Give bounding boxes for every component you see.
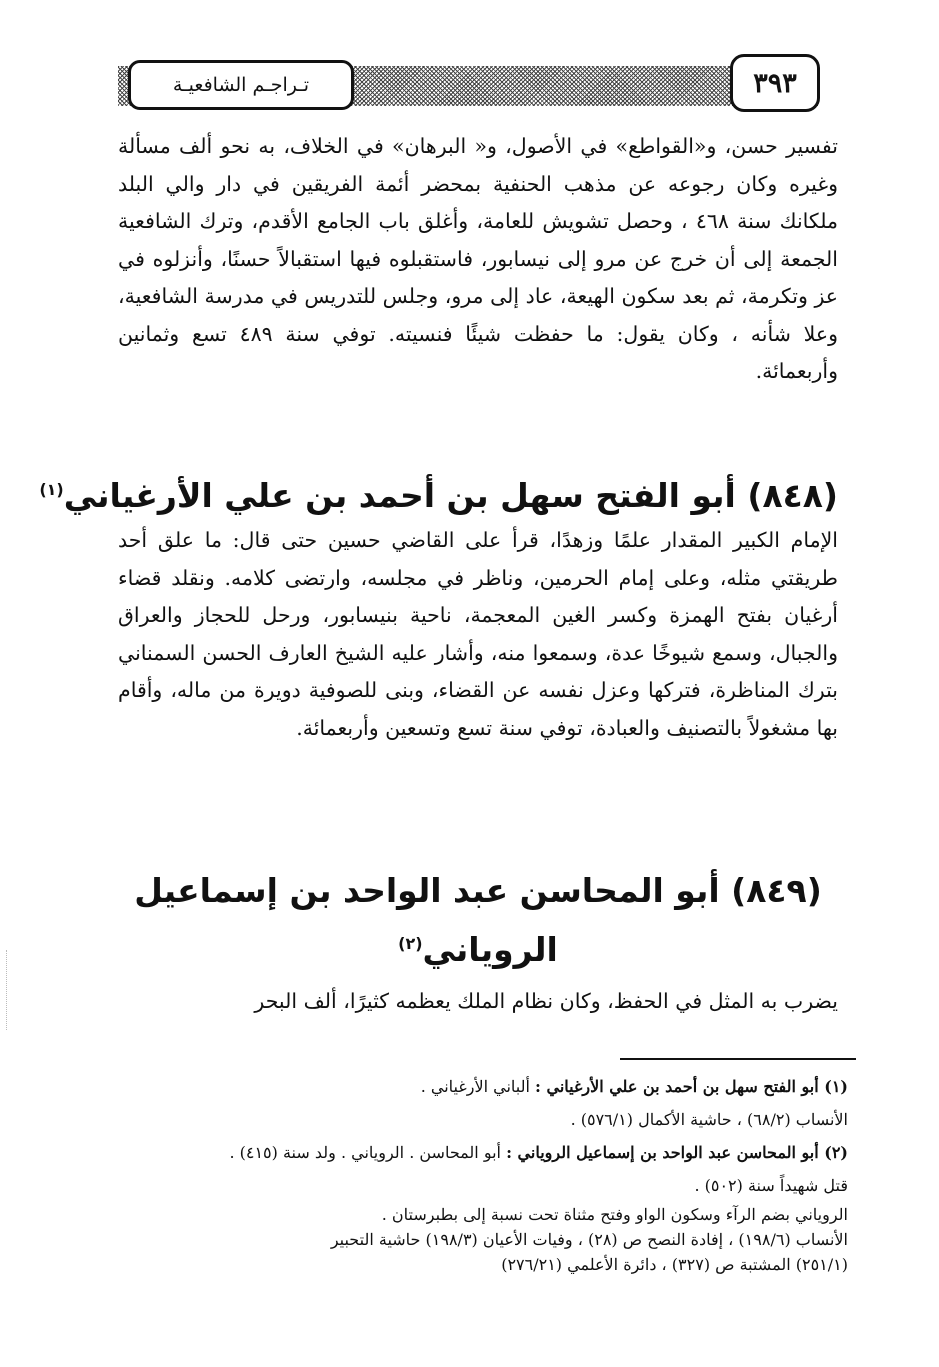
entry-848-note-ref: (١) [39,480,64,499]
entry-849-number: (٨٤٩) [731,871,822,910]
footnote-1-lead: (١) أبو الفتح سهل بن أحمد بن علي الأرغياني : [535,1077,848,1096]
footnote-2-line-5: (٢٥١/١) المشتبة ص (٣٢٧) ، دائرة الأعلمي (٢٧٦/٢١) [501,1255,848,1274]
entry-849-title-line2: الروياني [422,930,558,969]
continuation-paragraph: تفسير حسن، و«القواطع» في الأصول، و« البرهان» في الخلاف، به نحو ألف مسألة وغيره وكان رجوعه عن مذهب الحنفية بمحضر أئمة الفريقين في دار والي البلد ملكانك سنة ٤٦٨ ، وحصل تشويش للعامة، وأغلق باب الجامع الأقدم، وترك الشافعية الجمعة إلى أن خرج عن مرو إلى نيسابور، فاستقبلوه فيها استقبالاً حسنًا، وأنزلوه في عز وتكرمة، ثم بعد سكون الهيعة، عاد إلى مرو، وجلس للتدريس في مدرسة الشافعية، وعلا شأنه ، وكان يقول: ما حفظت شيئًا فنسيته. توفي سنة ٤٨٩ تسع وثمانين وأربعمائة. [118,134,839,383]
footnote-1-text: ألباني الأرغياني . [420,1077,535,1096]
footnote-2-line-2: قتل شهيداً سنة (٥٠٢) . [694,1176,848,1195]
running-title-text: تـراجـم الشافعيـة [172,74,310,96]
entry-848-body: الإمام الكبير المقدار علمًا وزهدًا، قرأ على القاضي حسين حتى قال: ما علق أحد طريقتي مثله، وعلى إمام الحرمين، وناظر في مجلسه، وارتضى كلامه. ونقلد قضاء أرغيان بفتح الهمزة وكسر الغين المعجمة، ناحية بنيسابور، ورحل للحجاز والعراق والجبال، وسمع شيوخًا عدة، وسمعوا منه، وأشار عليه الشيخ العارف الحسن السمناني بترك المناظرة، فتركها وعزل نفسه عن القضاء، وبنى للصوفية دويرة من ماله، وأقام بها مشغولاً بالتصنيف والعبادة، توفي سنة تسع وتسعين وأربعمائة. [118,528,838,740]
entry-849-note-ref: (٢) [398,934,423,953]
entry-849-title-line1: أبو المحاسن عبد الواحد بن إسماعيل [134,871,720,910]
entry-849-heading-line1 [118,867,838,915]
page-number-text: ٣٩٣ [753,67,797,99]
footnote-1-line-2: الأنساب (٦٨/٢) ، حاشية الأكمال (٥٧٦/١) . [570,1110,848,1129]
footnote-2-line-1 [118,1136,848,1169]
footnote-2-line-3: الروياني بضم الرآء وسكون الواو وفتح مثناة تحت نسبة إلى بطبرستان . [381,1205,848,1224]
footnote-1-line-1 [118,1070,848,1103]
footnote-separator [620,1058,856,1060]
footnote-2-lead: (٢) أبو المحاسن عبد الواحد بن إسماعيل الروياني : [506,1143,848,1162]
running-title [128,60,354,110]
footnote-2-line-4: الأنساب (١٩٨/٦) ، إفادة النصح ص (٢٨) ، وفيات الأعيان (١٩٨/٣) حاشية التحبير [330,1230,848,1249]
page-number [730,54,820,112]
entry-849-heading-line2 [118,920,838,974]
footnotes [118,1070,848,1277]
entry-848-heading [39,466,838,520]
scan-margin-mark [6,950,13,1030]
entry-848-title: أبو الفتح سهل بن أحمد بن علي الأرغياني [63,476,736,515]
entry-849-body: يضرب به المثل في الحفظ، وكان نظام الملك يعظمه كثيرًا، ألف البحر [254,989,838,1013]
entry-848-number: (٨٤٨) [747,476,838,515]
footnote-2-text: أبو المحاسن . الروياني . ولد سنة (٤١٥) . [229,1143,507,1162]
